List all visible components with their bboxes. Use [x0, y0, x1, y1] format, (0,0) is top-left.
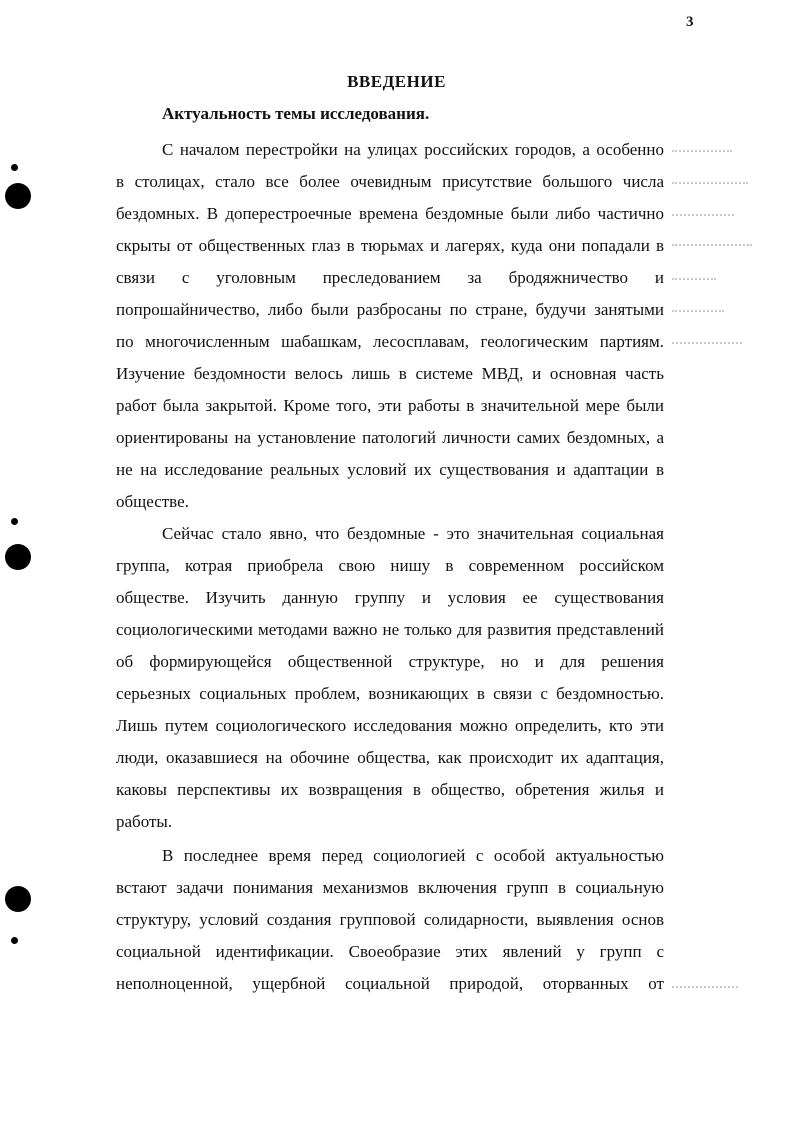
text-line: социальной идентификации. Своеобразие этих явлений у групп с	[116, 942, 664, 961]
punch-hole	[5, 544, 31, 570]
scan-speck	[11, 518, 18, 525]
text-line: работы.	[116, 812, 173, 831]
bleed-through-mark	[672, 150, 732, 154]
bleed-through-mark	[672, 986, 738, 990]
bleed-through-mark	[672, 182, 748, 186]
text-line: группа, котрая приобрела свою нишу в современном российском	[116, 556, 664, 575]
text-line: серьезных социальных проблем, возникающих в связи с бездомностью.	[116, 684, 664, 703]
bleed-through-mark	[672, 278, 716, 282]
text-line: ориентированы на установление патологий личности самих бездомных, а	[116, 428, 664, 447]
text-line: Изучение бездомности велось лишь в системе МВД, и основная часть	[116, 364, 664, 383]
text-line: неполноценной, ущербной социальной природой, оторванных от	[116, 974, 664, 993]
scan-speck	[11, 937, 18, 944]
section-title: ВВЕДЕНИЕ	[347, 72, 446, 91]
subsection-title: Актуальность темы исследования.	[162, 104, 430, 123]
text-line: бездомных. В доперестроечные времена бездомные были либо частично	[116, 204, 664, 223]
text-line: связи с уголовным преследованием за бродяжничество и	[116, 268, 664, 287]
text-line: каковы перспективы их возвращения в общество, обретения жилья и	[116, 780, 664, 799]
scan-speck	[11, 164, 18, 171]
bleed-through-mark	[672, 214, 734, 218]
text-line: встают задачи понимания механизмов включения групп в социальную	[116, 878, 664, 897]
text-line: обществе. Изучить данную группу и условия ее существования	[116, 588, 664, 607]
punch-hole	[5, 183, 31, 209]
text-line: работ была закрытой. Кроме того, эти работы в значительной мере были	[116, 396, 664, 415]
text-line: структуру, условий создания групповой солидарности, выявления основ	[116, 910, 664, 929]
punch-hole	[5, 886, 31, 912]
bleed-through-mark	[672, 244, 752, 248]
text-line: В последнее время перед социологией с особой актуальностью	[162, 846, 664, 865]
text-line: Сейчас стало явно, что бездомные - это значительная социальная	[162, 524, 664, 543]
text-line: люди, оказавшиеся на обочине общества, как происходит их адаптация,	[116, 748, 664, 767]
text-line: социологическими методами важно не только для развития представлений	[116, 620, 664, 639]
bleed-through-mark	[672, 342, 742, 346]
text-line: С началом перестройки на улицах российских городов, а особенно	[162, 140, 664, 159]
page-number: 3	[686, 14, 694, 30]
text-line: Лишь путем социологического исследования можно определить, кто эти	[116, 716, 664, 735]
text-line: обществе.	[116, 492, 189, 511]
text-line: попрошайничество, либо были разбросаны по стране, будучи занятыми	[116, 300, 664, 319]
text-line: не на исследование реальных условий их существования и адаптации в	[116, 460, 664, 479]
text-line: по многочисленным шабашкам, лесосплавам, геологическим партиям.	[116, 332, 664, 351]
bleed-through-mark	[672, 310, 724, 314]
text-line: в столицах, стало все более очевидным присутствие большого числа	[116, 172, 664, 191]
text-line: об формирующейся общественной структуре, но и для решения	[116, 652, 664, 671]
text-line: скрыты от общественных глаз в тюрьмах и лагерях, куда они попадали в	[116, 236, 664, 255]
